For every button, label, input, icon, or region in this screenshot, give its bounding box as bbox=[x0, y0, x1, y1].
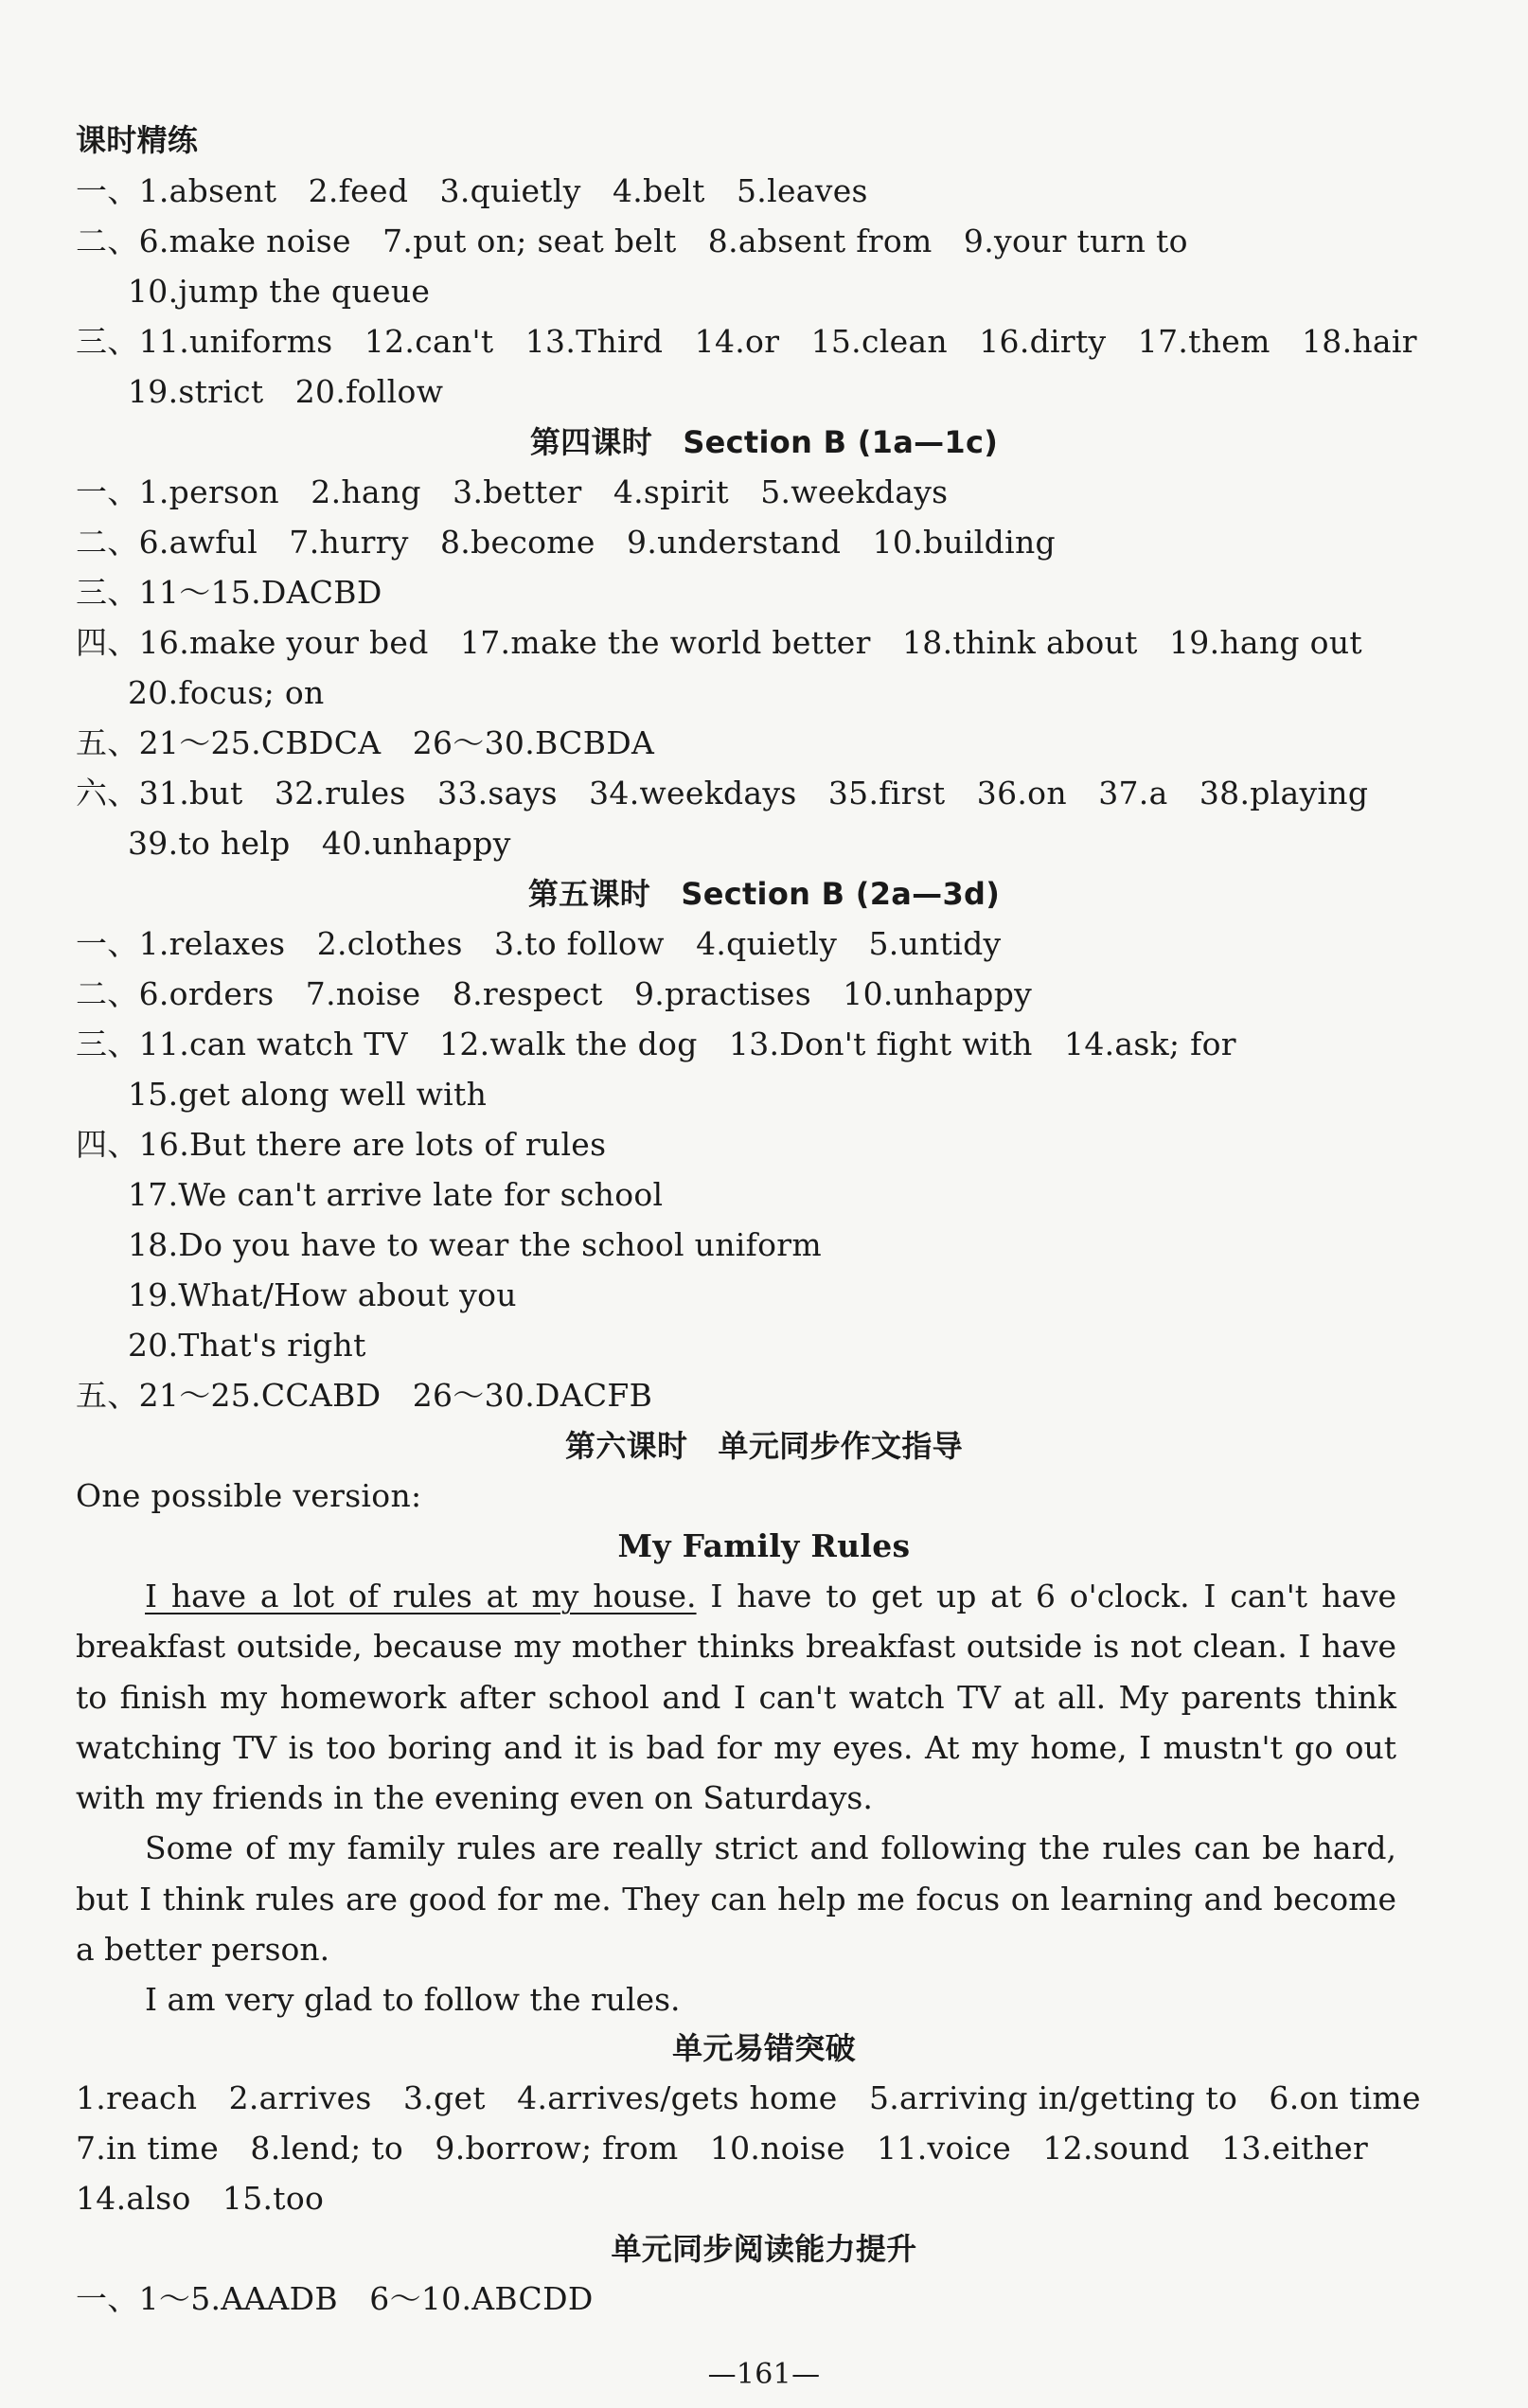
answer-line: 二、6.awful 7.hurry 8.become 9.understand 10.building bbox=[76, 524, 1056, 561]
answer-line: 17.We can't arrive late for school bbox=[128, 1176, 664, 1213]
answer-line: 四、16.make your bed 17.make the world better 18.think about 19.hang out bbox=[76, 624, 1362, 661]
essay-title: My Family Rules bbox=[617, 1527, 911, 1564]
answer-line: 1.reach 2.arrives 3.get 4.arrives/gets home 5.arriving in/getting to 6.on time bbox=[76, 2079, 1421, 2116]
answer-line: 39.to help 40.unhappy bbox=[128, 825, 511, 862]
answer-line: 一、1～5.AAADB 6～10.ABCDD bbox=[76, 2280, 594, 2317]
essay-topic-sentence: I have a lot of rules at my house. bbox=[145, 1578, 697, 1614]
answer-line: 四、16.But there are lots of rules bbox=[76, 1126, 607, 1163]
answer-line: 五、21～25.CCABD 26～30.DACFB bbox=[76, 1377, 653, 1414]
answer-line: 一、1.person 2.hang 3.better 4.spirit 5.weekdays bbox=[76, 473, 949, 510]
answer-line: 一、1.absent 2.feed 3.quietly 4.belt 5.leaves bbox=[76, 172, 868, 209]
answer-line: 三、11～15.DACBD bbox=[76, 574, 382, 611]
answer-line: 三、11.uniforms 12.can't 13.Third 14.or 15.clean 16.dirty 17.them 18.hair bbox=[76, 323, 1417, 360]
answer-line: 一、1.relaxes 2.clothes 3.to follow 4.quietly 5.untidy bbox=[76, 925, 1002, 962]
section-title-lesson5: 第五课时 Section B (2a—3d) bbox=[527, 876, 1001, 912]
answer-line: 三、11.can watch TV 12.walk the dog 13.Don't fight with 14.ask; for bbox=[76, 1026, 1236, 1062]
page-number: —161— bbox=[707, 2358, 821, 2391]
essay-paragraph: Some of my family rules are really strict and following the rules can be hard, but I think rules are good for me. They can help me focus on learning and become a better person. bbox=[76, 1829, 1396, 1969]
answer-line: 15.get along well with bbox=[128, 1076, 488, 1113]
answer-line: 14.also 15.too bbox=[76, 2180, 325, 2217]
essay-paragraph bbox=[76, 1571, 1396, 1823]
answer-line: 六、31.but 32.rules 33.says 34.weekdays 35.first 36.on 37.a 38.playing bbox=[76, 775, 1369, 812]
section-title-lesson4: 第四课时 Section B (1a—1c) bbox=[529, 424, 999, 460]
essay-body bbox=[76, 1571, 1396, 2025]
essay-paragraph-text: I have to get up at 6 o'clock. I can't have breakfast outside, because my mother thinks breakfast outside is not clean. I have to finish my homework after school and I can't watch TV at all. My parents think watching TV is too boring and it is bad for my eyes. At my home, I mustn't go out with my friends in the evening even on Saturdays. bbox=[76, 1578, 1396, 1817]
essay-paragraph: I am very glad to follow the rules. bbox=[145, 1981, 681, 2019]
section-title-reading: 单元同步阅读能力提升 bbox=[611, 2231, 917, 2267]
answer-line: 20.focus; on bbox=[128, 674, 325, 711]
answer-line: 二、6.orders 7.noise 8.respect 9.practises 10.unhappy bbox=[76, 975, 1033, 1012]
section-title-practice: 课时精练 bbox=[76, 122, 199, 158]
answer-line: 19.strict 20.follow bbox=[128, 373, 444, 410]
answer-line: 18.Do you have to wear the school uniform bbox=[128, 1226, 822, 1263]
answer-line: 19.What/How about you bbox=[128, 1276, 517, 1313]
answer-line: 10.jump the queue bbox=[128, 273, 431, 310]
answer-line: 二、6.make noise 7.put on; seat belt 8.absent from 9.your turn to bbox=[76, 223, 1188, 259]
essay-intro: One possible version: bbox=[76, 1477, 422, 1514]
section-title-errors: 单元易错突破 bbox=[672, 2030, 856, 2066]
section-title-lesson6: 第六课时 单元同步作文指导 bbox=[565, 1428, 963, 1464]
answer-line: 7.in time 8.lend; to 9.borrow; from 10.noise 11.voice 12.sound 13.either bbox=[76, 2130, 1369, 2167]
answer-line: 20.That's right bbox=[128, 1327, 366, 1364]
answer-line: 五、21～25.CBDCA 26～30.BCBDA bbox=[76, 724, 655, 761]
